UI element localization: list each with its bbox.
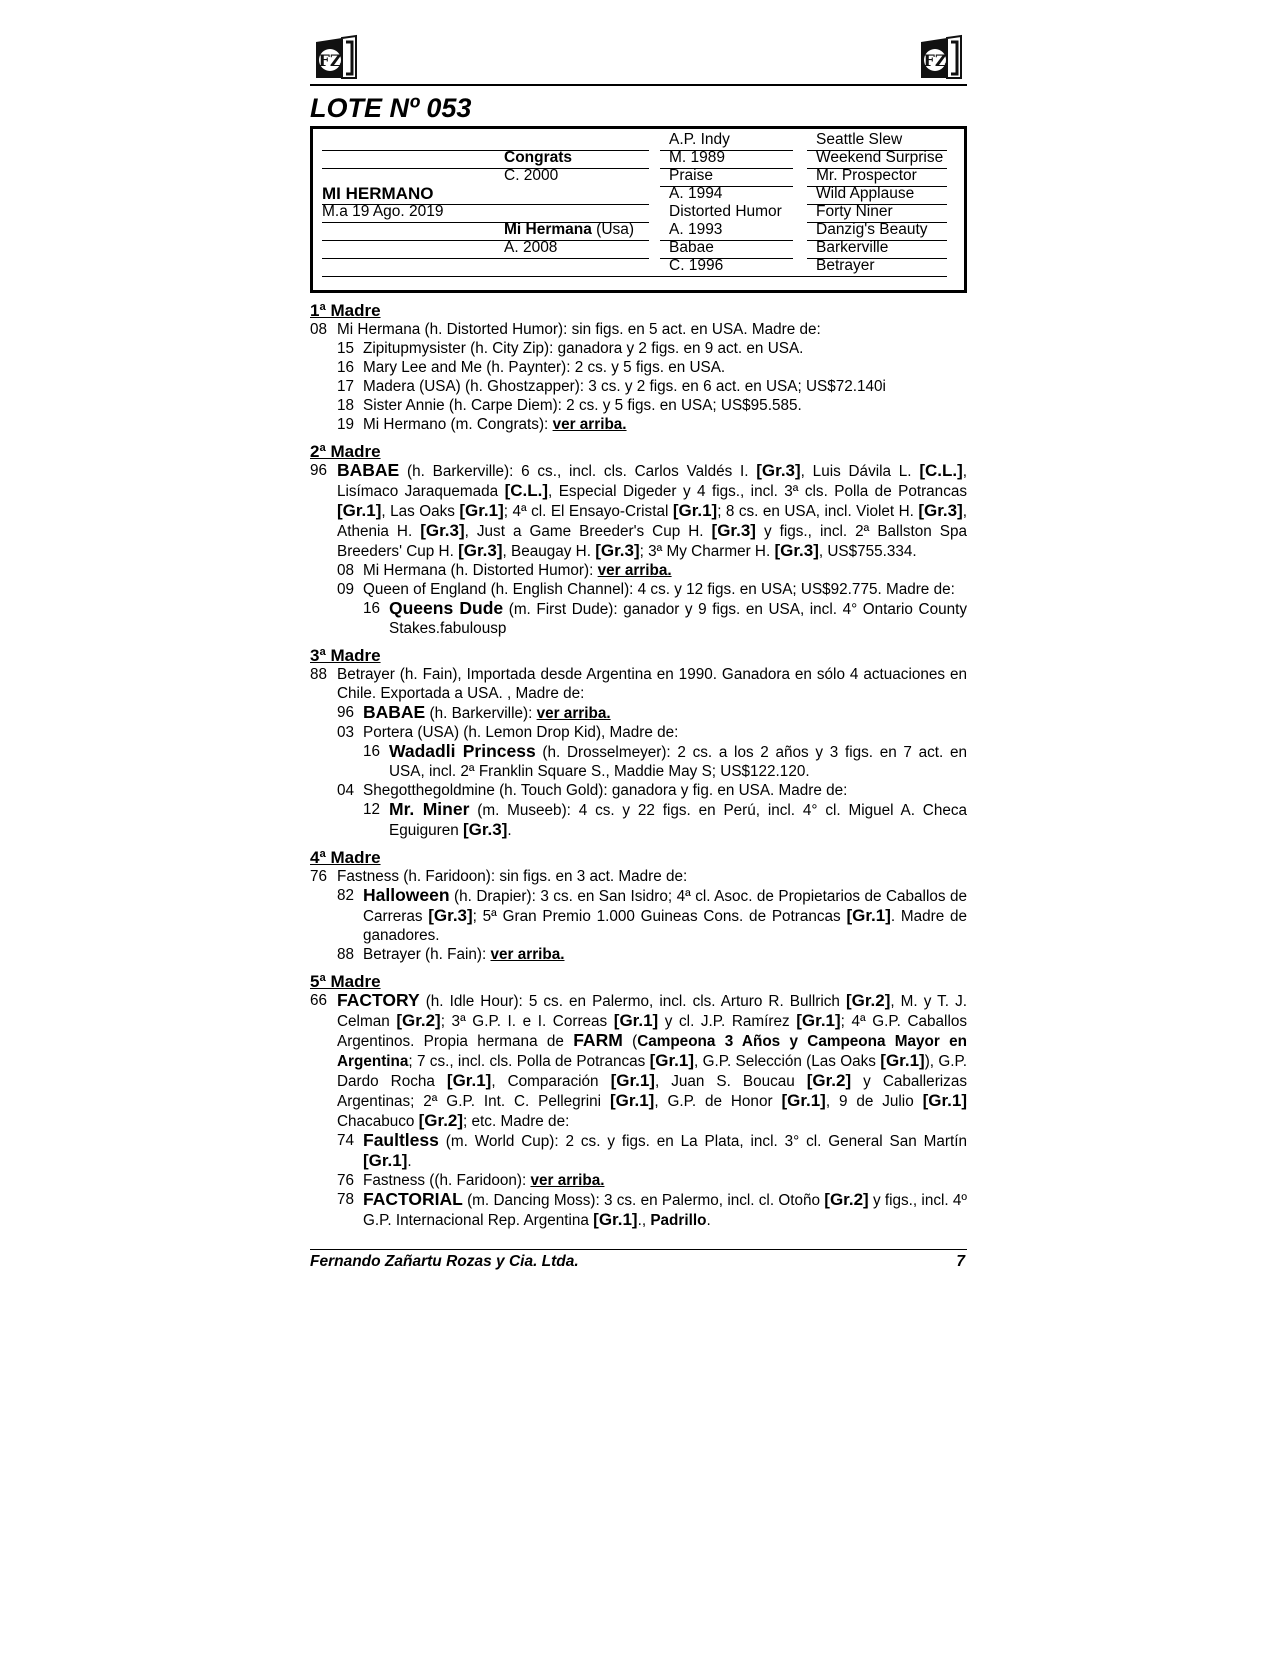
offspring-entry: 78 FACTORIAL (m. Dancing Moss): 3 cs. en Palermo, incl. cl. Otoño [Gr.2] y figs., incl. 4º G.P. Internacional Rep. Argentina [Gr.1]., Padrillo. <box>337 1189 967 1229</box>
grand-offspring-entry: 12 Mr. Miner (m. Museeb): 4 cs. y 22 figs. en Perú, incl. 4° cl. Miguel A. Checa Eguiguren [Gr.3]. <box>363 799 967 839</box>
fz-logo-icon <box>917 34 965 82</box>
section-heading-4a-madre: 4ª Madre <box>310 848 381 867</box>
offspring-entry: 96 BABAE (h. Barkerville): ver arriba. <box>337 702 611 722</box>
page-header <box>310 30 967 86</box>
pedigree-ggs-2: Weekend Surprise <box>816 149 944 166</box>
dam-entry: 76 Fastness (h. Faridoon): sin figs. en 3 act. Madre de: <box>310 868 688 885</box>
offspring-entry: 19 Mi Hermano (m. Congrats): ver arriba. <box>337 416 627 433</box>
offspring-entry: 09 Queen of England (h. English Channel): 4 cs. y 12 figs. en USA; US$92.775. Madre de: <box>337 581 955 598</box>
pedigree-ggs-5: Forty Niner <box>816 203 893 220</box>
pedigree-granddam-2: Babae <box>669 239 714 256</box>
pedigree-horse-info: M.a 19 Ago. 2019 <box>322 203 444 220</box>
ver-arriba-link[interactable]: ver arriba. <box>536 705 611 722</box>
ver-arriba-link[interactable]: ver arriba. <box>552 416 627 433</box>
page-footer <box>310 1249 967 1273</box>
svg-text:FZ: FZ <box>923 51 947 70</box>
page-number: 7 <box>956 1253 965 1270</box>
pedigree-dam-info: A. 2008 <box>504 239 558 256</box>
pedigree-table <box>310 126 967 293</box>
pedigree-ggs-3: Mr. Prospector <box>816 167 917 184</box>
pedigree-grandsire-1-info: M. 1989 <box>669 149 726 166</box>
pedigree-grandsire-1: A.P. Indy <box>669 131 730 148</box>
grand-offspring-entry: 16 Wadadli Princess (h. Drosselmeyer): 2 cs. a los 2 años y 3 figs. en 7 act. en USA, incl. 2ª Franklin Square S., Maddie May S; US$122.120. <box>363 741 967 780</box>
offspring-entry: 08 Mi Hermana (h. Distorted Humor): ver arriba. <box>337 562 672 579</box>
pedigree-ggs-1: Seattle Slew <box>816 131 903 148</box>
offspring-entry: 82 Halloween (h. Drapier): 3 cs. en San Isidro; 4ª cl. Asoc. de Propietarios de Caballos de Carreras [Gr.3]; 5ª Gran Premio 1.000 Guineas Cons. de Potrancas [Gr.1]. Madre de ganadores. <box>337 885 968 944</box>
section-heading-1a-madre: 1ª Madre <box>310 301 381 320</box>
offspring-entry: 04 Shegotthegoldmine (h. Touch Gold): ganadora y fig. en USA. Madre de: <box>337 782 848 799</box>
ver-arriba-link[interactable]: ver arriba. <box>530 1172 605 1189</box>
offspring-entry: 03 Portera (USA) (h. Lemon Drop Kid), Madre de: <box>337 724 679 741</box>
pedigree-horse-name: MI HERMANO <box>322 184 434 203</box>
pedigree-sire-info: C. 2000 <box>504 167 559 184</box>
pedigree-granddam-2-info: C. 1996 <box>669 257 724 274</box>
pedigree-sire: Congrats <box>504 149 573 166</box>
ver-arriba-link[interactable]: ver arriba. <box>490 946 565 963</box>
offspring-entry: 74 Faultless (m. World Cup): 2 cs. y figs. en La Plata, incl. 3° cl. General San Martín [Gr.1]. <box>337 1130 967 1170</box>
pedigree-ggs-8: Betrayer <box>816 257 875 274</box>
section-heading-5a-madre: 5ª Madre <box>310 972 381 991</box>
offspring-entry: 18 Sister Annie (h. Carpe Diem): 2 cs. y 5 figs. en USA; US$95.585. <box>337 397 802 414</box>
pedigree-grandsire-2-info: A. 1993 <box>669 221 723 238</box>
dam-entry: 08 Mi Hermana (h. Distorted Humor): sin figs. en 5 act. en USA. Madre de: <box>310 321 821 338</box>
svg-text:FZ: FZ <box>318 51 342 70</box>
section-heading-2a-madre: 2ª Madre <box>310 442 381 461</box>
dam-entry: 66 FACTORY (h. Idle Hour): 5 cs. en Palermo, incl. cls. Arturo R. Bullrich [Gr.2], M. y T. J. Celman [Gr.2]; 3ª G.P. I. e I. Correas [Gr.1] y cl. J.P. Ramírez [Gr.1]; 4ª G.P. Caballos Argentinos. Propia hermana de FARM (Campeona 3 Años y Campeona Mayor en Argentina; 7 cs., incl. cls. Polla de Potrancas [Gr.1], G.P. Selección (Las Oaks [Gr.1]), G.P. Dardo Rocha [Gr.1], Comparación [Gr.1], Juan S. Boucau [Gr.2] y Caballerizas Argentinas; 2ª G.P. Int. C. Pellegrini [Gr.1], G.P. de Honor [Gr.1], 9 de Julio [Gr.1] Chacabuco [Gr.2]; etc. Madre de: <box>310 990 968 1130</box>
pedigree-grandsire-2: Distorted Humor <box>669 203 782 220</box>
pedigree-ggs-4: Wild Applause <box>816 185 915 202</box>
fz-logo-icon <box>312 34 360 82</box>
pedigree-ggs-7: Barkerville <box>816 239 889 256</box>
dam-entry: 88 Betrayer (h. Fain), Importada desde Argentina en 1990. Ganadora en sólo 4 actuaciones en Chile. Exportada a USA. , Madre de: <box>310 666 967 702</box>
offspring-entry: 15 Zipitupmysister (h. City Zip): ganadora y 2 figs. en 9 act. en USA. <box>337 340 804 357</box>
catalog-page <box>310 30 968 1270</box>
offspring-entry: 16 Mary Lee and Me (h. Paynter): 2 cs. y 5 figs. en USA. <box>337 359 726 376</box>
pedigree-granddam-1: Praise <box>669 167 713 184</box>
offspring-entry: 88 Betrayer (h. Fain): ver arriba. <box>337 946 565 963</box>
lot-title: LOTE Nº 053 <box>310 93 472 123</box>
offspring-entry: 17 Madera (USA) (h. Ghostzapper): 3 cs. y 2 figs. en 6 act. en USA; US$72.140i <box>337 378 886 395</box>
footer-company: Fernando Zañartu Rozas y Cia. Ltda. <box>310 1253 579 1270</box>
pedigree-ggs-6: Danzig's Beauty <box>816 221 928 238</box>
pedigree-granddam-1-info: A. 1994 <box>669 185 723 202</box>
ver-arriba-link[interactable]: ver arriba. <box>597 562 672 579</box>
pedigree-dam: Mi Hermana (Usa) <box>504 221 635 238</box>
section-heading-3a-madre: 3ª Madre <box>310 646 381 665</box>
offspring-entry: 76 Fastness ((h. Faridoon): ver arriba. <box>337 1172 605 1189</box>
dam-entry: 96 BABAE (h. Barkerville): 6 cs., incl. cls. Carlos Valdés I. [Gr.3], Luis Dávila L. [C.L.], Lisímaco Jaraquemada [C.L.], Especial Digeder y 4 figs., incl. 3ª cls. Polla de Potrancas [Gr.1], Las Oaks [Gr.1]; 4ª cl. El Ensayo-Cristal [Gr.1]; 8 cs. en USA, incl. Violet H. [Gr.3], Athenia H. [Gr.3], Just a Game Breeder's Cup H. [Gr.3] y figs., incl. 2ª Ballston Spa Breeders' Cup H. [Gr.3], Beaugay H. [Gr.3]; 3ª My Charmer H. [Gr.3], US$755.334. <box>310 460 967 560</box>
grand-offspring-entry: 16 Queens Dude (m. First Dude): ganador y 9 figs. en USA, incl. 4° Ontario County Stakes.fabulousp <box>363 598 967 637</box>
